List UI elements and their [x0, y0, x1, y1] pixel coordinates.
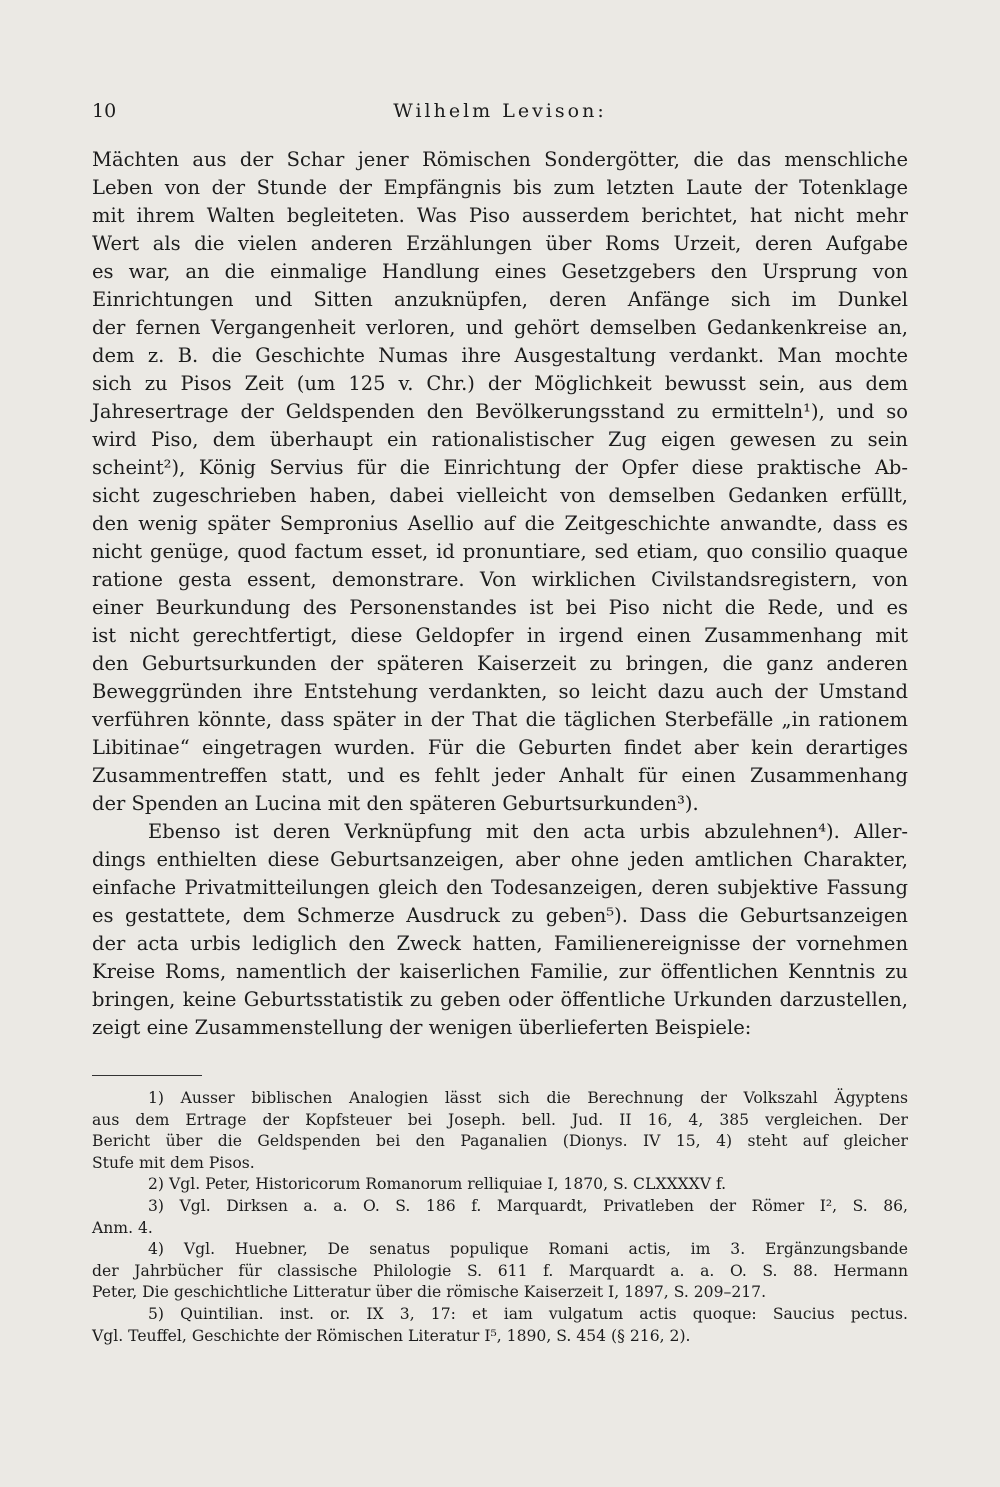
body-line: verführen könnte, dass später in der That die täglichen Sterbefälle „in rationem	[92, 708, 908, 731]
footnote-line: 5) Quintilian. inst. or. IX 3, 17: et iam vulgatum actis quoque: Saucius pectus.	[148, 1304, 908, 1323]
body-line: der fernen Vergangenheit verloren, und gehört demselben Gedankenkreise an,	[92, 316, 908, 339]
body-line: den wenig später Sempronius Asellio auf die Zeitgeschichte anwandte, dass es	[92, 512, 908, 535]
footnotes	[92, 1088, 908, 1347]
body-line: Zusammentreffen statt, und es fehlt jeder Anhalt für einen Zusammenhang	[92, 764, 908, 787]
body-line: mit ihrem Walten begleiteten. Was Piso ausserdem berichtet, hat nicht mehr	[92, 204, 908, 227]
body-line: der acta urbis lediglich den Zweck hatten, Familienereignisse der vornehmen	[92, 932, 908, 955]
footnote-line: der Jahrbücher für classische Philologie S. 611 f. Marquardt a. a. O. S. 88. Hermann	[92, 1261, 908, 1280]
body-line: es war, an die einmalige Handlung eines Gesetzgebers den Ursprung von	[92, 260, 908, 283]
body-line: Einrichtungen und Sitten anzuknüpfen, deren Anfänge sich im Dunkel	[92, 288, 908, 311]
page-number: 10	[92, 100, 117, 122]
footnote-line: aus dem Ertrage der Kopfsteuer bei Joseph. bell. Jud. II 16, 4, 385 vergleichen. Der	[92, 1110, 908, 1129]
body-line: dings enthielten diese Geburtsanzeigen, aber ohne jeden amtlichen Charakter,	[92, 848, 908, 871]
running-head: Wilhelm Levison:	[393, 100, 607, 122]
body-line: einfache Privatmitteilungen gleich den Todesanzeigen, deren subjektive Fassung	[92, 876, 908, 899]
footnote-line: Vgl. Teuffel, Geschichte der Römischen Literatur I⁵, 1890, S. 454 (§ 216, 2).	[92, 1326, 691, 1345]
body-text	[92, 146, 908, 1042]
body-line: Libitinae“ eingetragen wurden. Für die Geburten findet aber kein derartiges	[92, 736, 908, 759]
footnote-line: Peter, Die geschichtliche Litteratur über die römische Kaiserzeit I, 1897, S. 209–217.	[92, 1283, 767, 1302]
footnote-line: Anm. 4.	[92, 1218, 153, 1237]
body-line: scheint²), König Servius für die Einrichtung der Opfer diese praktische Ab-	[92, 456, 908, 479]
body-line: bringen, keine Geburtsstatistik zu geben oder öffentliche Urkunden darzustellen,	[92, 988, 908, 1011]
body-line: den Geburtsurkunden der späteren Kaiserzeit zu bringen, die ganz anderen	[92, 652, 908, 675]
body-line: ratione gesta essent, demonstrare. Von wirklichen Civilstandsregistern, von	[92, 568, 908, 591]
body-line: Jahresertrage der Geldspenden den Bevölkerungsstand zu ermitteln¹), und so	[92, 400, 908, 423]
footnote-line: 4) Vgl. Huebner, De senatus populique Romani actis, im 3. Ergänzungsbande	[148, 1240, 908, 1259]
footnote-line: Bericht über die Geldspenden bei den Paganalien (Dionys. IV 15, 4) steht auf gleicher	[92, 1132, 908, 1151]
body-line: sich zu Pisos Zeit (um 125 v. Chr.) der Möglichkeit bewusst sein, aus dem	[92, 372, 908, 395]
body-line: Beweggründen ihre Entstehung verdankten, so leicht dazu auch der Umstand	[92, 680, 908, 703]
body-line: Ebenso ist deren Verknüpfung mit den acta urbis abzulehnen⁴). Aller-	[148, 820, 908, 843]
body-line: zeigt eine Zusammenstellung der wenigen überlieferten Beispiele:	[92, 1016, 752, 1039]
body-line: Kreise Roms, namentlich der kaiserlichen Familie, zur öffentlichen Kenntnis zu	[92, 960, 908, 983]
footnote-line: 3) Vgl. Dirksen a. a. O. S. 186 f. Marquardt, Privatleben der Römer I², S. 86,	[148, 1196, 908, 1215]
footnote-line: 2) Vgl. Peter, Historicorum Romanorum relliquiae I, 1870, S. CLXXXXV f.	[148, 1175, 727, 1194]
footnote-line: Stufe mit dem Pisos.	[92, 1153, 255, 1172]
body-line: dem z. B. die Geschichte Numas ihre Ausgestaltung verdankt. Man mochte	[92, 344, 908, 367]
footnote-divider	[92, 1075, 202, 1076]
body-line: wird Piso, dem überhaupt ein rationalistischer Zug eigen gewesen zu sein	[92, 428, 908, 451]
body-line: Wert als die vielen anderen Erzählungen über Roms Urzeit, deren Aufgabe	[92, 232, 908, 255]
body-line: nicht genüge, quod factum esset, id pronuntiare, sed etiam, quo consilio quaque	[92, 540, 908, 563]
page-header	[92, 100, 908, 130]
body-line: einer Beurkundung des Personenstandes ist bei Piso nicht die Rede, und es	[92, 596, 908, 619]
body-line: es gestattete, dem Schmerze Ausdruck zu geben⁵). Dass die Geburtsanzeigen	[92, 904, 908, 927]
body-line: sicht zugeschrieben haben, dabei vielleicht von demselben Gedanken erfüllt,	[92, 484, 908, 507]
body-line: Leben von der Stunde der Empfängnis bis zum letzten Laute der Totenklage	[92, 176, 908, 199]
body-line: ist nicht gerechtfertigt, diese Geldopfer in irgend einen Zusammenhang mit	[92, 624, 908, 647]
footnote-line: 1) Ausser biblischen Analogien lässt sich die Berechnung der Volkszahl Ägyptens	[148, 1089, 908, 1107]
body-line: Mächten aus der Schar jener Römischen Sondergötter, die das menschliche	[92, 148, 908, 171]
body-line: der Spenden an Lucina mit den späteren Geburtsurkunden³).	[92, 792, 699, 815]
